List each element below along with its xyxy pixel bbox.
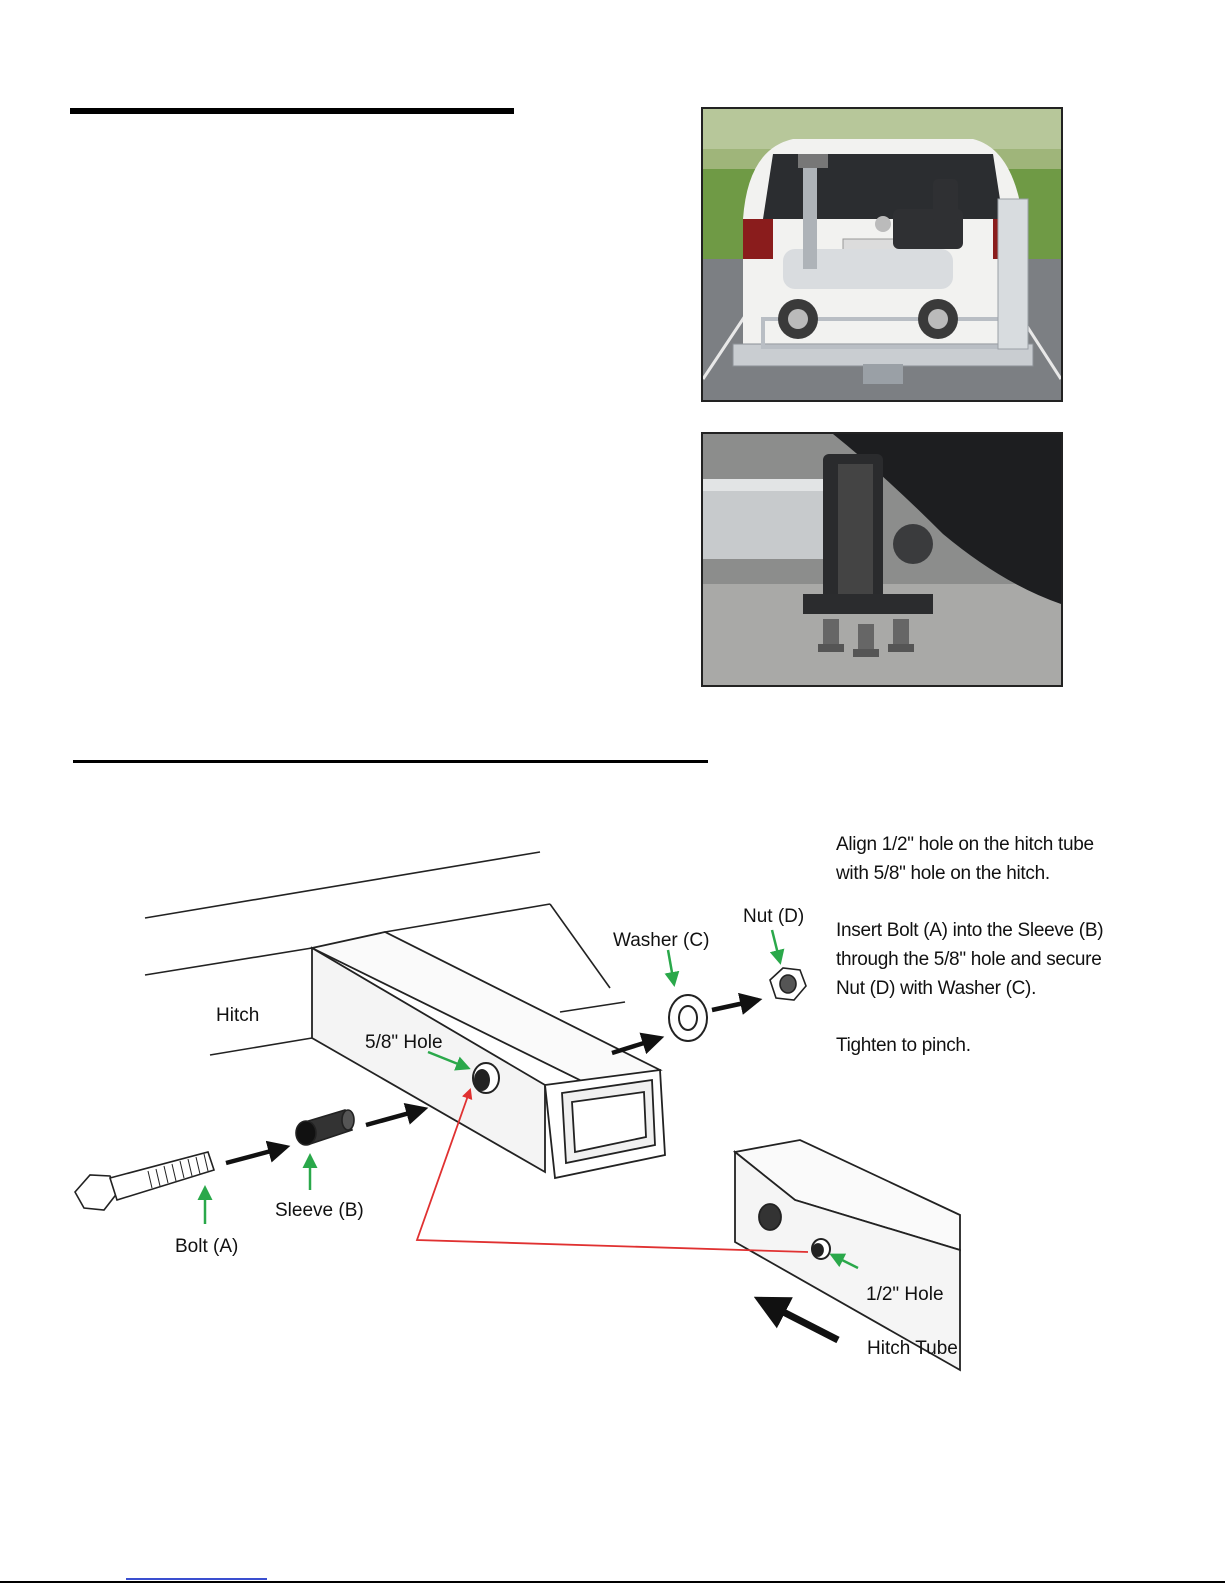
bolt-label: Bolt (A) [175,1236,239,1257]
washer-part [669,995,707,1041]
section-heading-rule-2 [73,760,708,763]
step1-line2: with 5/8" hole on the hitch. [836,863,1050,884]
sleeve-label: Sleeve (B) [275,1200,364,1221]
hole-58-label: 5/8" Hole [365,1032,443,1053]
footer-rule [0,1581,1225,1583]
step2-line1: Insert Bolt (A) into the Sleeve (B) [836,920,1104,941]
nut-part [770,968,806,1000]
hitch-tube-label: Hitch Tube [867,1338,958,1359]
nut-label: Nut (D) [743,906,805,927]
instruction-step-3 [836,1031,1156,1060]
hole-12-label: 1/2" Hole [866,1284,944,1305]
hitch-tube [735,1140,960,1370]
step3-line: Tighten to pinch. [836,1035,971,1056]
sleeve-part [296,1110,354,1145]
vehicle-carrier-photo [701,107,1063,402]
hitch-receiver [312,932,665,1178]
instruction-step-1 [836,830,1156,888]
assembly-instructions [836,830,1156,1088]
step2-line2: through the 5/8" hole and secure [836,949,1102,970]
vehicle-carrier-illustration [703,109,1061,400]
step2-line3: Nut (D) with Washer (C). [836,978,1037,999]
hitch-closeup-illustration [703,434,1061,685]
hitch-label: Hitch [216,1005,260,1026]
hitch-closeup-photo [701,432,1063,687]
hole-58 [473,1063,499,1093]
washer-label: Washer (C) [613,930,710,951]
instruction-step-2 [836,916,1156,1003]
step1-line1: Align 1/2" hole on the hitch tube [836,834,1094,855]
footer-link[interactable] [126,1578,267,1580]
bolt-part [75,1152,214,1210]
section-heading-rule [70,108,514,114]
